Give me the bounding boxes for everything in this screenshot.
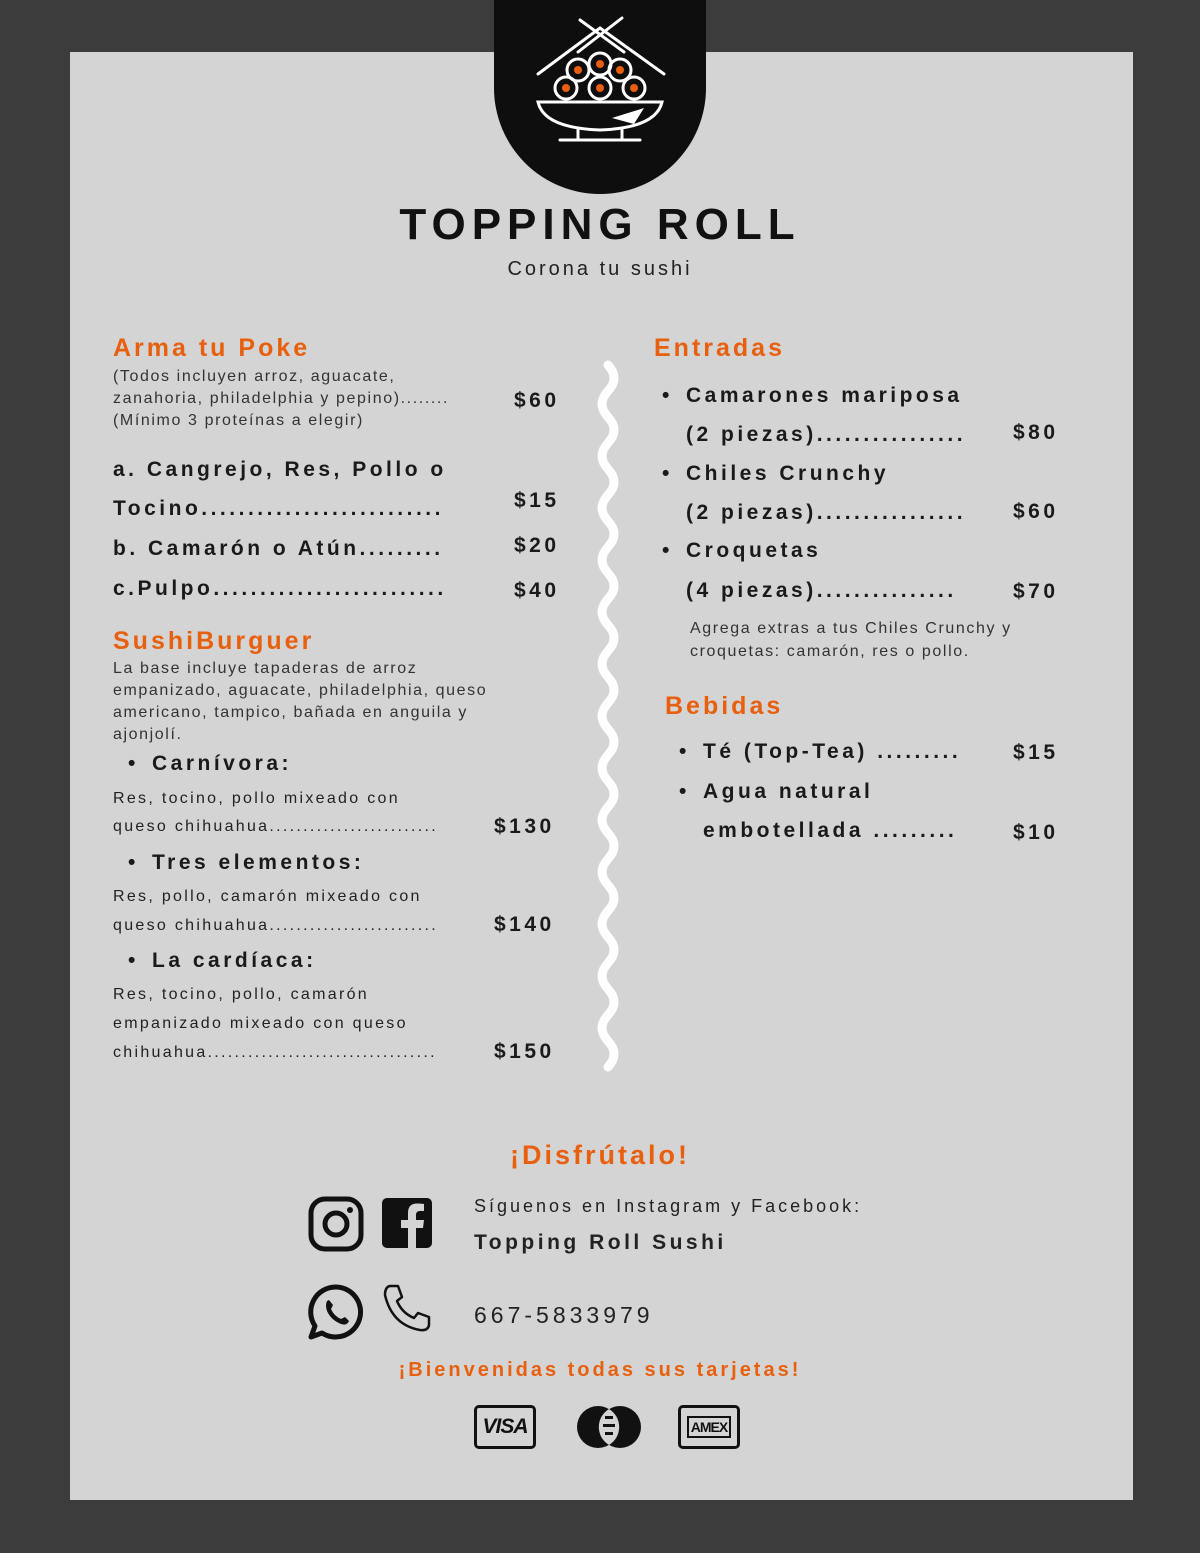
instagram-icon[interactable] [308, 1196, 364, 1252]
bebidas-heading: Bebidas [665, 692, 784, 720]
poke-note-1: (Todos incluyen arroz, aguacate, [113, 368, 396, 385]
burger-item-carnivora-desc-1: Res, tocino, pollo mixeado con [113, 790, 400, 807]
burger-note-3: americano, tampico, bañada en anguila y [113, 704, 469, 721]
poke-base-price: $60 [514, 389, 560, 412]
sushi-bowl-icon [494, 0, 706, 194]
entrada-croquetas-price: $70 [1013, 580, 1059, 603]
bebida-te-price: $15 [1013, 741, 1059, 764]
bebida-agua-cont: embotellada ......... [703, 819, 958, 842]
burger-item-cardiaca-price: $150 [494, 1040, 555, 1063]
poke-heading: Arma tu Poke [113, 334, 311, 362]
burger-item-cardiaca-desc-1: Res, tocino, pollo, camarón [113, 986, 369, 1003]
entrada-camarones-detail: (2 piezas)................ [686, 423, 967, 446]
phone-icon[interactable] [382, 1283, 432, 1333]
entrada-camarones: • Camarones mariposa [686, 384, 963, 408]
entrada-chiles-price: $60 [1013, 500, 1059, 523]
social-handle[interactable]: Topping Roll Sushi [474, 1231, 727, 1254]
amex-card-text: AMEX [687, 1416, 731, 1438]
burger-heading: SushiBurguer [113, 627, 315, 655]
burger-item-cardiaca-desc-3: chihuahua.................................. [113, 1044, 437, 1061]
extras-note-2: croquetas: camarón, res o pollo. [690, 643, 970, 660]
burger-item-carnivora-price: $130 [494, 815, 555, 838]
burger-item-tres-desc-2: queso chihuahua......................... [113, 917, 439, 934]
entrada-chiles-detail: (2 piezas)................ [686, 501, 967, 524]
poke-note-3: (Mínimo 3 proteínas a elegir) [113, 412, 364, 429]
visa-card-text: VISA [482, 1415, 528, 1438]
bebida-te: • Té (Top-Tea) ......... [703, 740, 961, 764]
entrada-croquetas: • Croquetas [686, 539, 821, 563]
burger-item-tres-desc-1: Res, pollo, camarón mixeado con [113, 888, 422, 905]
burger-note-4: ajonjolí. [113, 726, 183, 743]
burger-note-2: empanizado, aguacate, philadelphia, queso [113, 682, 488, 699]
entrada-chiles: • Chiles Crunchy [686, 462, 889, 486]
wavy-divider [588, 355, 628, 1095]
poke-note-2: zanahoria, philadelphia y pepino)........ [113, 390, 449, 407]
burger-item-cardiaca-desc-2: empanizado mixeado con queso [113, 1015, 408, 1032]
poke-option-a: a. Cangrejo, Res, Pollo o [113, 458, 447, 481]
poke-option-b: b. Camarón o Atún......... [113, 537, 444, 560]
bebida-agua: • Agua natural [703, 780, 873, 804]
burger-item-tres-elementos: • Tres elementos: [152, 851, 364, 875]
visa-card-icon [474, 1405, 536, 1449]
whatsapp-icon[interactable] [307, 1283, 365, 1341]
poke-option-b-price: $20 [514, 534, 560, 557]
poke-option-c: c.Pulpo......................... [113, 577, 447, 600]
mastercard-icon [576, 1404, 642, 1450]
logo-badge [494, 0, 706, 194]
burger-note-1: La base incluye tapaderas de arroz [113, 660, 418, 677]
amex-card-icon [678, 1405, 740, 1449]
cards-label: ¡Bienvenidas todas sus tarjetas! [398, 1359, 802, 1381]
facebook-icon[interactable] [382, 1198, 432, 1248]
entrada-camarones-price: $80 [1013, 421, 1059, 444]
social-label: Síguenos en Instagram y Facebook: [474, 1196, 863, 1216]
burger-item-carnivora: • Carnívora: [152, 752, 292, 776]
restaurant-title: TOPPING ROLL [399, 200, 801, 249]
burger-item-tres-price: $140 [494, 913, 555, 936]
burger-item-carnivora-desc-2: queso chihuahua......................... [113, 818, 439, 835]
tagline: Corona tu sushi [507, 258, 693, 280]
entradas-heading: Entradas [654, 334, 785, 362]
phone-number[interactable]: 667-5833979 [474, 1302, 654, 1328]
enjoy-text: ¡Disfrútalo! [510, 1140, 690, 1170]
entrada-croquetas-detail: (4 piezas)............... [686, 579, 957, 602]
poke-option-a-cont: Tocino.......................... [113, 497, 444, 520]
extras-note-1: Agrega extras a tus Chiles Crunchy y [690, 620, 1012, 637]
burger-item-cardiaca: • La cardíaca: [152, 949, 317, 973]
poke-option-a-price: $15 [514, 489, 560, 512]
bebida-agua-price: $10 [1013, 821, 1059, 844]
poke-option-c-price: $40 [514, 579, 560, 602]
